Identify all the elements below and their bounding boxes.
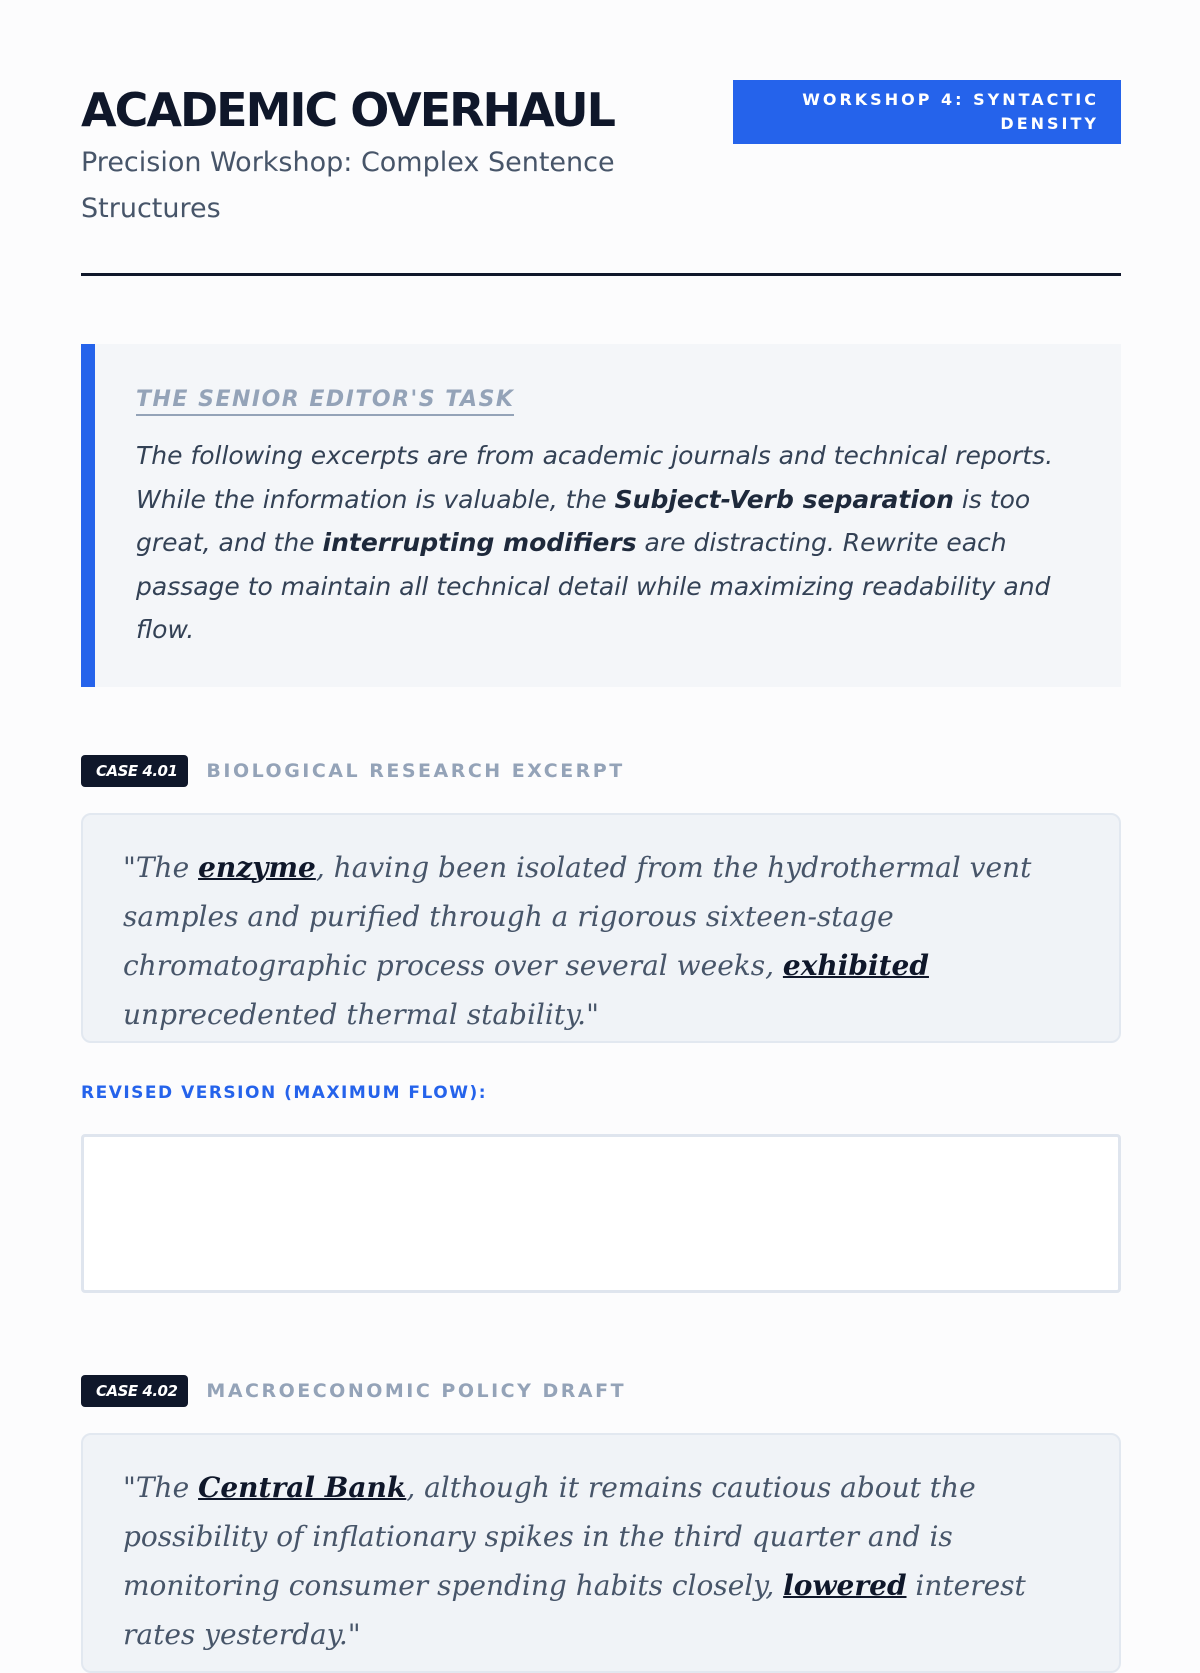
excerpt-verb: exhibited bbox=[782, 949, 929, 982]
editor-task-box bbox=[81, 344, 1121, 687]
task-instructions bbox=[136, 434, 1066, 652]
page-title: ACADEMIC OVERHAUL bbox=[81, 83, 614, 137]
excerpt-text-middle: , having been isolated from the hydrothermal vent samples and purified through a rigorous sixteen-stage chromatographic process over several weeks, bbox=[123, 851, 1032, 982]
excerpt-subject: Central Bank bbox=[198, 1471, 407, 1504]
excerpt-text-middle: , although it remains cautious about the possibility of inflationary spikes in the third quarter and is monitoring consumer spending habits closely, bbox=[123, 1471, 976, 1602]
excerpt-text bbox=[123, 1463, 1079, 1659]
case-header bbox=[81, 755, 625, 787]
revised-version-label: REVISED VERSION (MAXIMUM FLOW): bbox=[81, 1083, 488, 1103]
workshop-badge: WORKSHOP 4: SYNTACTIC DENSITY bbox=[733, 80, 1121, 144]
excerpt-box bbox=[81, 813, 1121, 1043]
revised-version-field[interactable] bbox=[81, 1134, 1121, 1293]
task-text-3: are distracting. Rewrite each passage to maintain all technical detail while maximizing readability and flow. bbox=[136, 528, 1051, 644]
case-label: BIOLOGICAL RESEARCH EXCERPT bbox=[206, 760, 625, 782]
excerpt-text-start: "The bbox=[123, 1471, 199, 1504]
task-emphasis-modifiers: interrupting modifiers bbox=[322, 528, 637, 557]
excerpt-text bbox=[123, 843, 1079, 1039]
page-subtitle: Precision Workshop: Complex Sentence Structures bbox=[81, 147, 615, 224]
task-emphasis-subject-verb: Subject-Verb separation bbox=[614, 484, 954, 514]
case-label: MACROECONOMIC POLICY DRAFT bbox=[206, 1380, 627, 1402]
excerpt-subject: enzyme bbox=[198, 851, 316, 884]
excerpt-box bbox=[81, 1433, 1121, 1673]
excerpt-verb: lowered bbox=[783, 1569, 907, 1602]
header-divider bbox=[81, 273, 1121, 276]
task-heading: THE SENIOR EDITOR'S TASK bbox=[136, 386, 514, 416]
excerpt-text-end: unprecedented thermal stability." bbox=[123, 998, 599, 1031]
task-text-1: The following excerpts are from academic journals and technical reports. While the information is valuable, the bbox=[136, 441, 1054, 514]
case-header bbox=[81, 1375, 626, 1407]
case-tag: CASE 4.02 bbox=[81, 1375, 188, 1407]
case-tag: CASE 4.01 bbox=[81, 755, 188, 787]
excerpt-text-end: interest rates yesterday." bbox=[123, 1569, 1026, 1651]
excerpt-text-start: "The bbox=[123, 851, 199, 884]
task-text-2: is too great, and the bbox=[136, 484, 1031, 557]
